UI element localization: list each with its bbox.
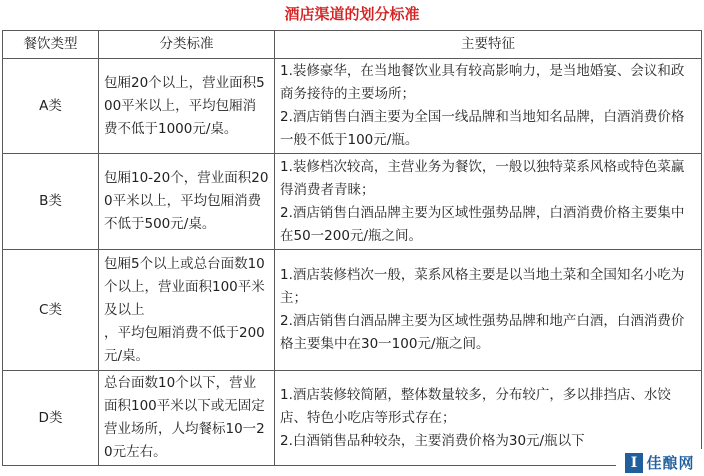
standard-line: 包厢5个以上或总台面数10个以上，营业面积100平米及以上: [104, 255, 265, 318]
table-row: [3, 250, 702, 371]
logo-icon: I: [625, 453, 643, 473]
header-standard: 分类标准: [99, 31, 275, 59]
watermark-logo: [616, 449, 704, 476]
feature-line: 1.装修豪华，在当地餐饮业具有较高影响力，是当地婚宴、会议和政商务接待的主要场所；: [280, 63, 685, 102]
feature-line: 1.酒店装修较简陋，整体数量较多，分布较广，多以排挡店、水饺店、特色小吃店等形式存在；: [280, 386, 671, 426]
feature-line: 2.酒店销售白酒品牌主要为区域性强势品牌和地产白酒，白酒消费价格主要集中在30一100元/瓶之间。: [280, 313, 685, 352]
header-row: [3, 31, 702, 59]
row-type: B类: [3, 154, 99, 250]
row-standard: 包厢20个以上，营业面积500平米以上，平均包厢消费不低于1000元/桌。: [99, 59, 275, 154]
feature-line: 2.白酒销售品种较杂，主要消费价格为30元/瓶以下: [280, 432, 585, 449]
row-features: [275, 250, 702, 371]
standard-line: ，平均包厢消费不低于200元/桌。: [104, 324, 265, 364]
row-features: [275, 154, 702, 250]
row-features: [275, 59, 702, 154]
header-features: 主要特征: [275, 31, 702, 59]
table-row: [3, 154, 702, 250]
table-title: 酒店渠道的划分标准: [284, 5, 420, 23]
row-standard: 包厢10-20个，营业面积200平米以上，平均包厢消费不低于500元/桌。: [99, 154, 275, 250]
row-standard: [99, 250, 275, 371]
feature-line: 2.酒店销售白酒品牌主要为区域性强势品牌，白酒消费价格主要集中在50一200元/瓶之间。: [280, 204, 685, 244]
table-row: [3, 371, 702, 466]
header-type: 餐饮类型: [3, 31, 99, 59]
table-row: [3, 59, 702, 154]
row-standard: 总台面数10个以下，营业面积100平米以下或无固定营业场所，人均餐标10一20元左右。: [99, 371, 275, 466]
feature-line: 1.装修档次较高，主营业务为餐饮，一般以独特菜系风格或特色菜赢得消费者青睐；: [280, 158, 685, 198]
feature-line: 1.酒店装修档次一般，菜系风格主要是以当地土菜和全国知名小吃为主；: [280, 267, 685, 306]
row-type: C类: [3, 250, 99, 371]
watermark-text: 佳酿网: [646, 454, 695, 472]
hotel-channel-table: [2, 30, 702, 466]
row-type: D类: [3, 371, 99, 466]
feature-line: 2.酒店销售白酒主要为全国一线品牌和当地知名品牌，白酒消费价格一般不低于100元/瓶。: [280, 109, 685, 148]
row-type: A类: [3, 59, 99, 154]
